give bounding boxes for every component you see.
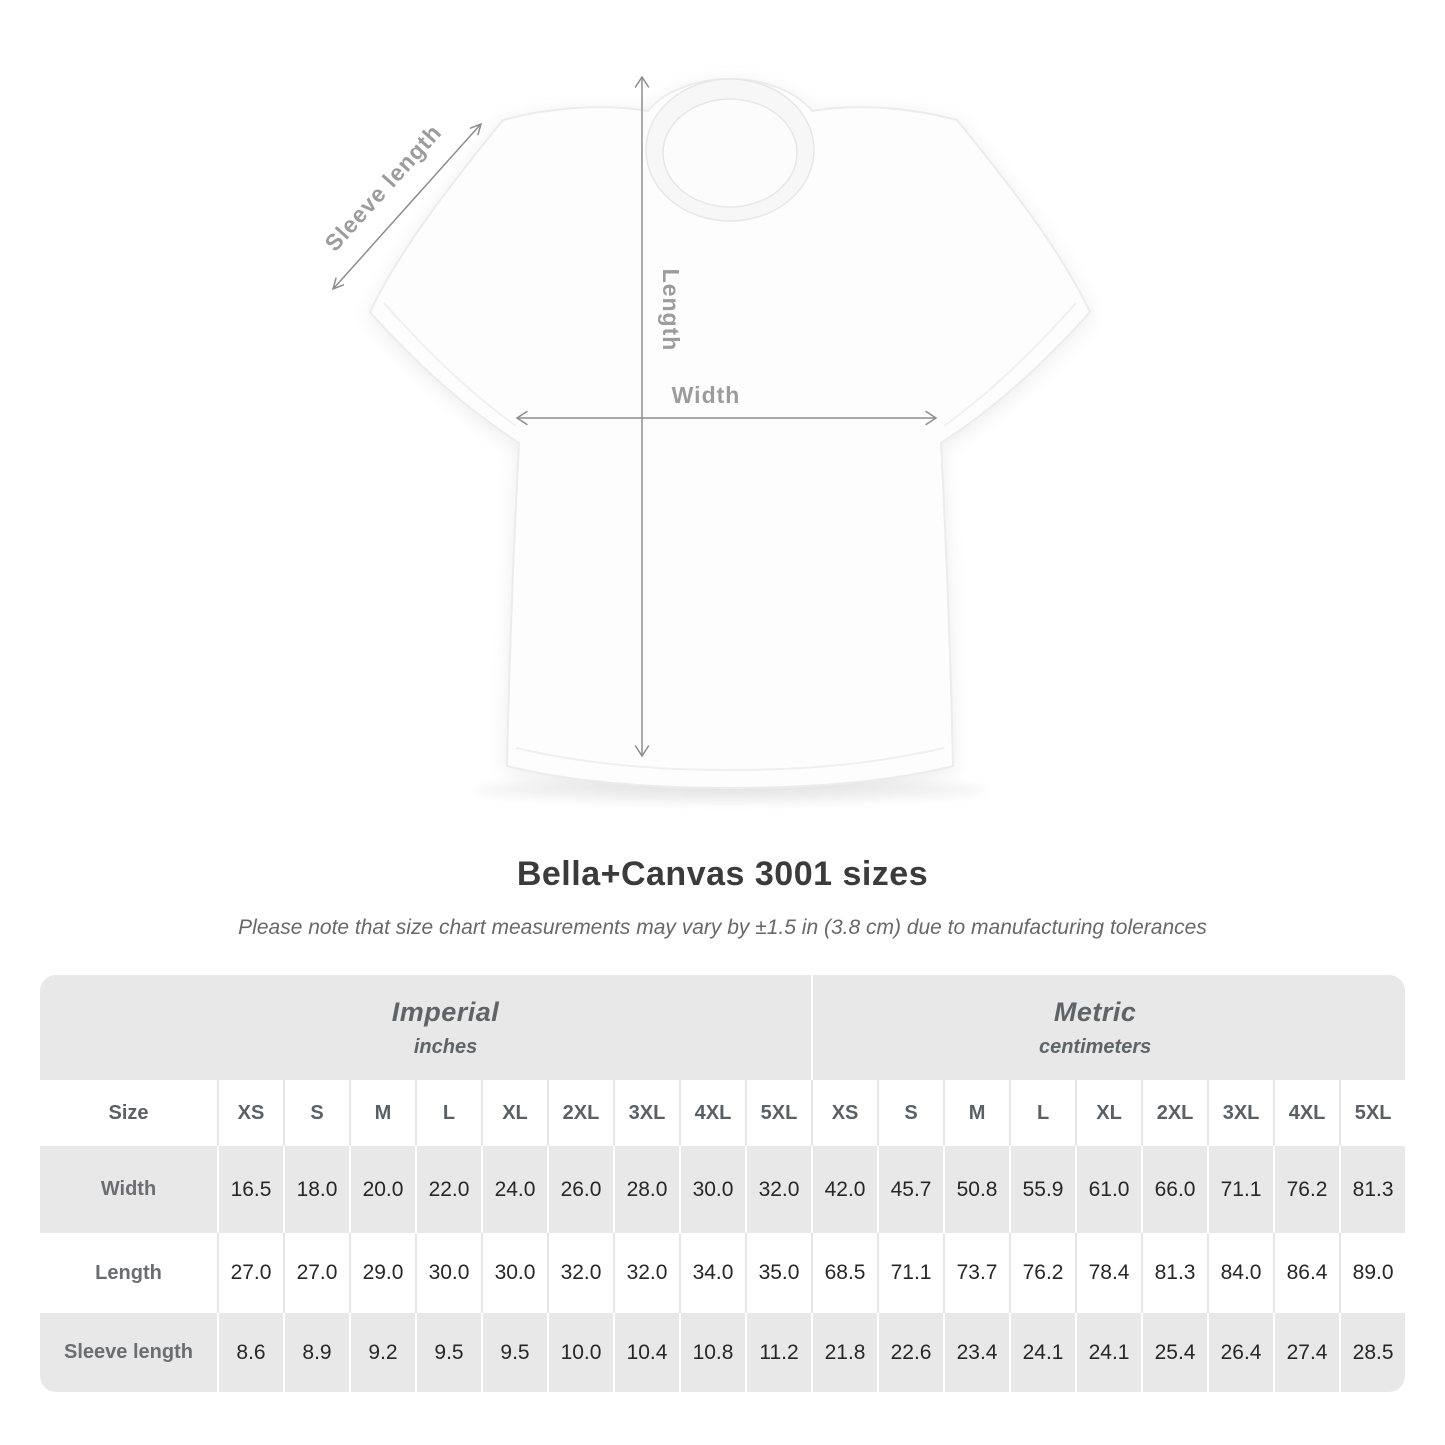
length-label: Length — [658, 268, 684, 352]
value-cell: 68.5 — [811, 1233, 877, 1313]
size-col-header: 5XL — [745, 1080, 811, 1146]
value-cell: 76.2 — [1273, 1146, 1339, 1233]
unit-header-row — [40, 975, 1405, 1080]
value-cell: 32.0 — [613, 1233, 679, 1313]
value-cell: 27.4 — [1273, 1313, 1339, 1392]
size-col-header: XS — [811, 1080, 877, 1146]
size-header-row — [40, 1080, 1405, 1146]
centimeters-label: centimeters — [1038, 1035, 1152, 1058]
metric-group-header — [811, 975, 1405, 1080]
row-label: Sleeve length — [40, 1313, 217, 1392]
value-cell: 22.6 — [877, 1313, 943, 1392]
size-col-header: 4XL — [1273, 1080, 1339, 1146]
value-cell: 86.4 — [1273, 1233, 1339, 1313]
value-cell: 28.5 — [1339, 1313, 1405, 1392]
size-col-header: 3XL — [613, 1080, 679, 1146]
value-cell: 10.4 — [613, 1313, 679, 1392]
value-cell: 73.7 — [943, 1233, 1009, 1313]
value-cell: 18.0 — [283, 1146, 349, 1233]
value-cell: 9.5 — [481, 1313, 547, 1392]
sleeve-length-label: Sleeve length — [319, 119, 447, 257]
size-header: Size — [40, 1080, 217, 1146]
size-col-header: 2XL — [1141, 1080, 1207, 1146]
size-col-header: M — [943, 1080, 1009, 1146]
value-cell: 23.4 — [943, 1313, 1009, 1392]
size-col-header: XL — [1075, 1080, 1141, 1146]
inches-label: inches — [413, 1035, 478, 1058]
value-cell: 8.9 — [283, 1313, 349, 1392]
value-cell: 50.8 — [943, 1146, 1009, 1233]
value-cell: 84.0 — [1207, 1233, 1273, 1313]
tolerance-note: Please note that size chart measurements may vary by ±1.5 in (3.8 cm) due to manufacturing tolerances — [238, 916, 1207, 939]
value-cell: 30.0 — [679, 1146, 745, 1233]
value-cell: 9.5 — [415, 1313, 481, 1392]
value-cell: 16.5 — [217, 1146, 283, 1233]
value-cell: 78.4 — [1075, 1233, 1141, 1313]
value-cell: 66.0 — [1141, 1146, 1207, 1233]
tshirt-graphic — [370, 79, 1090, 788]
value-cell: 8.6 — [217, 1313, 283, 1392]
row-label: Width — [40, 1146, 217, 1233]
value-cell: 10.0 — [547, 1313, 613, 1392]
value-cell: 28.0 — [613, 1146, 679, 1233]
size-col-header: L — [415, 1080, 481, 1146]
value-cell: 32.0 — [745, 1146, 811, 1233]
size-col-header: 5XL — [1339, 1080, 1405, 1146]
value-cell: 24.1 — [1075, 1313, 1141, 1392]
width-row — [40, 1146, 1405, 1233]
value-cell: 24.0 — [481, 1146, 547, 1233]
size-col-header: S — [877, 1080, 943, 1146]
value-cell: 55.9 — [1009, 1146, 1075, 1233]
size-col-header: XL — [481, 1080, 547, 1146]
value-cell: 24.1 — [1009, 1313, 1075, 1392]
value-cell: 30.0 — [481, 1233, 547, 1313]
value-cell: 30.0 — [415, 1233, 481, 1313]
value-cell: 10.8 — [679, 1313, 745, 1392]
metric-label: Metric — [1053, 996, 1137, 1027]
collar-inner — [663, 99, 797, 207]
value-cell: 27.0 — [283, 1233, 349, 1313]
size-col-header: 3XL — [1207, 1080, 1273, 1146]
value-cell: 9.2 — [349, 1313, 415, 1392]
value-cell: 76.2 — [1009, 1233, 1075, 1313]
value-cell: 29.0 — [349, 1233, 415, 1313]
value-cell: 25.4 — [1141, 1313, 1207, 1392]
width-label: Width — [671, 382, 741, 408]
size-col-header: 4XL — [679, 1080, 745, 1146]
value-cell: 26.0 — [547, 1146, 613, 1233]
size-col-header: 2XL — [547, 1080, 613, 1146]
size-col-header: M — [349, 1080, 415, 1146]
row-label: Length — [40, 1233, 217, 1313]
value-cell: 89.0 — [1339, 1233, 1405, 1313]
value-cell: 27.0 — [217, 1233, 283, 1313]
imperial-group-header — [40, 975, 811, 1080]
page-title: Bella+Canvas 3001 sizes — [516, 855, 929, 893]
value-cell: 20.0 — [349, 1146, 415, 1233]
value-cell: 21.8 — [811, 1313, 877, 1392]
size-col-header: S — [283, 1080, 349, 1146]
sleeve-length-row — [40, 1313, 1405, 1392]
size-col-header: XS — [217, 1080, 283, 1146]
value-cell: 71.1 — [1207, 1146, 1273, 1233]
value-cell: 32.0 — [547, 1233, 613, 1313]
value-cell: 35.0 — [745, 1233, 811, 1313]
value-cell: 45.7 — [877, 1146, 943, 1233]
value-cell: 42.0 — [811, 1146, 877, 1233]
value-cell: 81.3 — [1141, 1233, 1207, 1313]
value-cell: 61.0 — [1075, 1146, 1141, 1233]
value-cell: 81.3 — [1339, 1146, 1405, 1233]
imperial-label: Imperial — [391, 996, 500, 1027]
size-table — [40, 975, 1405, 1392]
size-table-container — [40, 975, 1405, 1392]
value-cell: 34.0 — [679, 1233, 745, 1313]
value-cell: 11.2 — [745, 1313, 811, 1392]
value-cell: 71.1 — [877, 1233, 943, 1313]
value-cell: 22.0 — [415, 1146, 481, 1233]
value-cell: 26.4 — [1207, 1313, 1273, 1392]
size-col-header: L — [1009, 1080, 1075, 1146]
length-row — [40, 1233, 1405, 1313]
